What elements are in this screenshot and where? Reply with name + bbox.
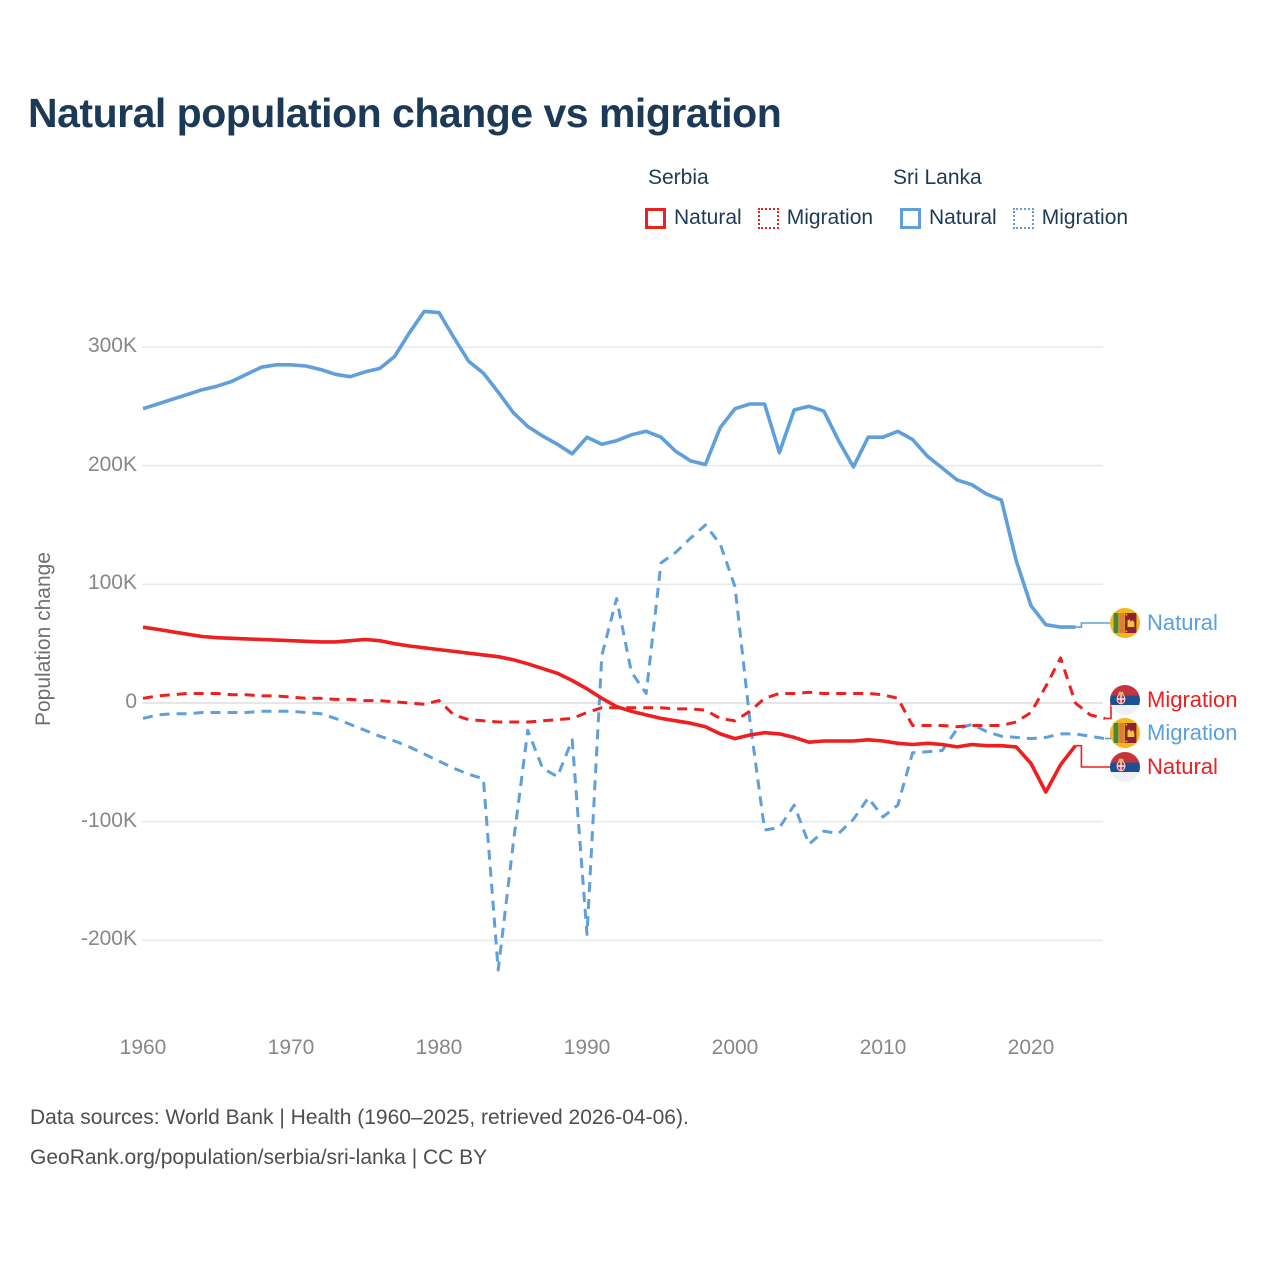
series-end-label-serbia_migration bbox=[1110, 685, 1237, 715]
legend-swatch-sri-lanka-migration bbox=[1013, 208, 1034, 229]
x-tick-label-2000: 2000 bbox=[711, 1036, 759, 1059]
x-tick-label-1980: 1980 bbox=[415, 1036, 463, 1059]
legend-group-serbia-title: Serbia bbox=[648, 166, 709, 189]
series-end-label-srilanka_migration bbox=[1110, 718, 1237, 748]
series-line-serbia_migration bbox=[143, 658, 1105, 727]
x-tick-label-1990: 1990 bbox=[563, 1036, 611, 1059]
y-axis-title: Population change bbox=[32, 552, 55, 726]
legend-swatch-sri-lanka-natural bbox=[900, 208, 921, 229]
serbia-flag-icon bbox=[1110, 752, 1140, 782]
footer-attribution: GeoRank.org/population/serbia/sri-lanka | CC BY bbox=[30, 1146, 488, 1169]
legend-label-sri-lanka-migration: Migration bbox=[1041, 206, 1129, 229]
serbia-flag-icon bbox=[1110, 685, 1140, 715]
legend-swatch-serbia-migration bbox=[758, 208, 779, 229]
x-tick-label-2010: 2010 bbox=[859, 1036, 907, 1059]
x-tick-label-2020: 2020 bbox=[1007, 1036, 1055, 1059]
footer-data-sources: Data sources: World Bank | Health (1960–2025, retrieved 2026-04-06). bbox=[30, 1106, 689, 1129]
page-title: Natural population change vs migration bbox=[28, 90, 782, 136]
series-end-label-text: Natural bbox=[1147, 610, 1218, 635]
series-end-label-text: Migration bbox=[1147, 687, 1238, 712]
legend-group-sri-lanka-title: Sri Lanka bbox=[893, 166, 982, 189]
series-line-srilanka_natural bbox=[143, 311, 1075, 627]
legend-label-serbia-migration: Migration bbox=[786, 206, 874, 229]
series-line-serbia_natural bbox=[143, 627, 1075, 792]
x-tick-label-1970: 1970 bbox=[267, 1036, 315, 1059]
legend-label-sri-lanka-natural: Natural bbox=[929, 206, 997, 229]
legend-group-serbia bbox=[645, 206, 889, 230]
series-end-label-srilanka_natural bbox=[1110, 608, 1218, 638]
sri-lanka-flag-icon bbox=[1110, 608, 1140, 638]
y-tick-label--200K: -200K bbox=[80, 927, 137, 951]
y-tick-label-0: 0 bbox=[125, 690, 137, 713]
y-tick-label--100K: -100K bbox=[80, 808, 137, 832]
legend-swatch-serbia-natural bbox=[645, 208, 666, 229]
series-end-label-serbia_natural bbox=[1110, 752, 1218, 782]
series-end-label-text: Migration bbox=[1147, 720, 1238, 745]
y-tick-label-300K: 300K bbox=[87, 333, 137, 357]
x-tick-label-1960: 1960 bbox=[119, 1036, 167, 1059]
y-tick-label-100K: 100K bbox=[87, 571, 137, 595]
legend-group-sri-lanka bbox=[900, 206, 1144, 230]
y-tick-label-200K: 200K bbox=[87, 452, 137, 476]
legend-label-serbia-natural: Natural bbox=[674, 206, 742, 229]
sri-lanka-flag-icon bbox=[1110, 718, 1140, 748]
series-end-label-text: Natural bbox=[1147, 754, 1218, 779]
